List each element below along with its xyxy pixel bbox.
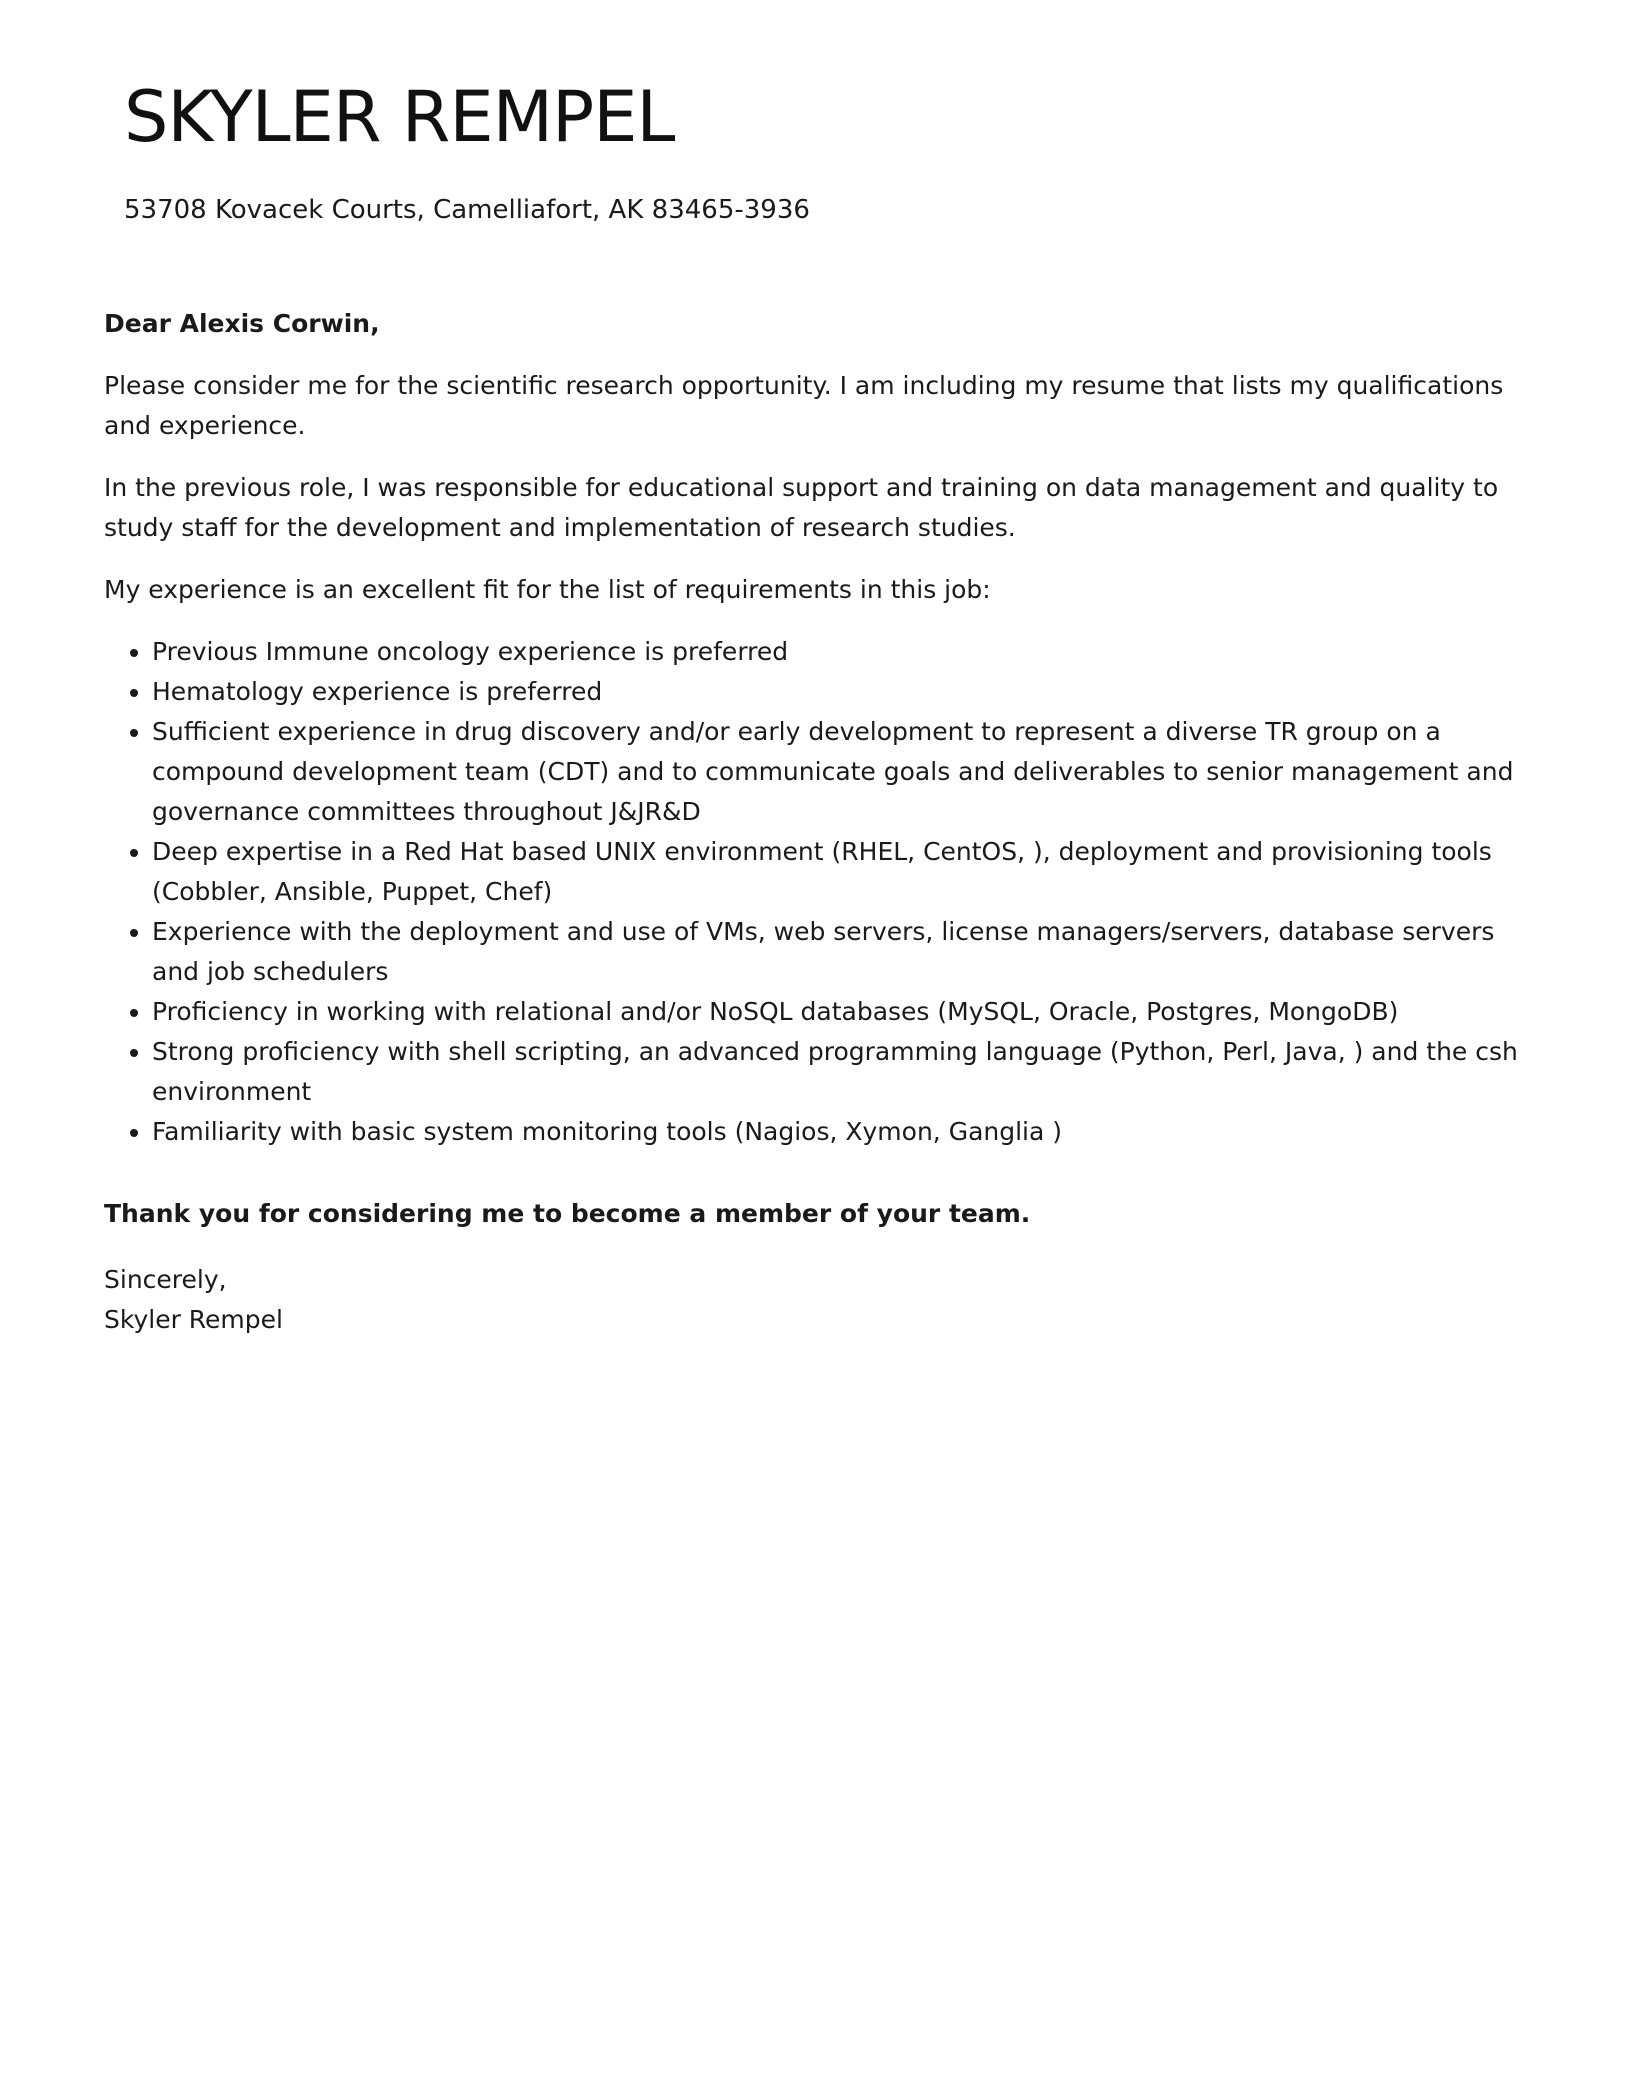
requirements-list [104,632,1544,1152]
list-item: • Sufficient experience in drug discovery and/or early development to represent a diverse TR group on a compound development team (CDT) and to communicate goals and deliverables to senior management and governance committees throughout J&JR&D [152,712,1544,832]
closing-line: Thank you for considering me to become a member of your team. [104,1199,1031,1228]
list-item: • Hematology experience is preferred [152,672,1544,712]
salutation: Dear Alexis Corwin, [104,309,380,338]
applicant-address: 53708 Kovacek Courts, Camelliafort, AK 83465-3936 [124,195,810,225]
paragraph-previous-role: In the previous role, I was responsible for educational support and training on data management and quality to study staff for the development and implementation of research studies. [104,473,1499,542]
signature-name: Skyler Rempel [104,1305,283,1334]
signoff: Sincerely, [104,1265,227,1294]
list-item: • Experience with the deployment and use of VMs, web servers, license managers/servers, database servers and job schedulers [152,912,1544,992]
list-item: • Previous Immune oncology experience is preferred [152,632,1544,672]
list-item: • Familiarity with basic system monitoring tools (Nagios, Xymon, Ganglia ) [152,1112,1544,1152]
applicant-name: SKYLER REMPEL [124,76,675,158]
letter-header [124,72,1524,228]
list-item: • Proficiency in working with relational and/or NoSQL databases (MySQL, Oracle, Postgres, MongoDB) [152,992,1544,1032]
letter-body [104,304,1544,1340]
paragraph-intro: Please consider me for the scientific research opportunity. I am including my resume that lists my qualifications and experience. [104,371,1504,440]
paragraph-requirements-lead: My experience is an excellent fit for the list of requirements in this job: [104,575,991,604]
list-item: • Deep expertise in a Red Hat based UNIX environment (RHEL, CentOS, ), deployment and provisioning tools (Cobbler, Ansible, Puppet, Chef) [152,832,1544,912]
list-item: • Strong proficiency with shell scripting, an advanced programming language (Python, Perl, Java, ) and the csh environment [152,1032,1544,1112]
